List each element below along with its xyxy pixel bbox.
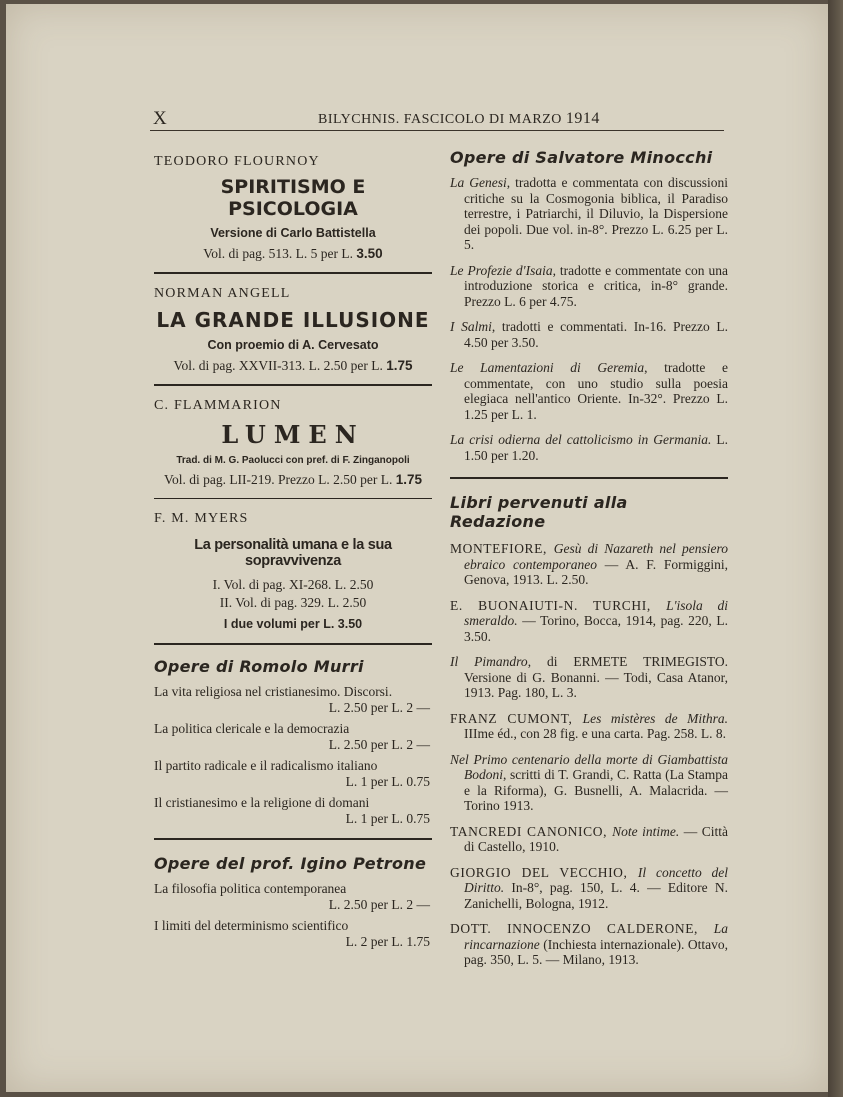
angell-title: LA GRANDE ILLUSIONE: [156, 308, 430, 332]
list-item: La politica clericale e la democrazia L. 2.50 per L. 2 —: [154, 721, 430, 752]
divider: [154, 498, 432, 499]
list-item: I Salmi, tradotti e commentati. In-16. Prezzo L. 4.50 per 3.50.: [450, 319, 729, 350]
list-item: Il Pimandro, di ERMETE TRIMEGISTO. Versione di G. Bonanni. — Todi, Casa Atanor, 1913. Pag. 180, L. 3.: [450, 654, 728, 700]
list-item: FRANZ CUMONT, Les mistères de Mithra. IIIme éd., con 28 fig. e una carta. Pag. 258. L. 8.: [450, 710, 728, 741]
list-item: La filosofia politica contemporanea L. 2.50 per L. 2 —: [154, 881, 430, 912]
murri-heading: Opere di Romolo Murri: [154, 657, 364, 676]
right-column: [450, 140, 728, 978]
list-item: Nel Primo centenario della morte di Giambattista Bodoni, scritti di T. Grandi, C. Ratta (La Stampa e la Riforma), G. Busnelli, A. Malacrida. — Torino 1913.: [450, 751, 728, 813]
minocchi-heading: Opere di Salvatore Minocchi: [450, 148, 713, 167]
list-item: I limiti del determinismo scientifico L. 2 per L. 1.75: [154, 918, 430, 949]
list-item: MONTEFIORE, Gesù di Nazareth nel pensiero ebraico contemporaneo — A. F. Formiggini, Genova, 1913. L. 2.50.: [450, 541, 729, 587]
list-item: GIORGIO DEL VECCHIO, Il concetto del Diritto. In-8°, pag. 150, L. 4. — Editore N. Zanichelli, Bologna, 1912.: [450, 864, 728, 911]
myers-title: La personalità umana e la sua sopravvivenza: [194, 537, 392, 569]
angell-author: NORMAN ANGELL: [154, 286, 291, 301]
flournoy-title: SPIRITISMO E PSICOLOGIA: [220, 176, 366, 220]
list-item: Il cristianesimo e la religione di domani L. 1 per L. 0.75: [154, 795, 430, 826]
murri-list: [154, 684, 432, 826]
angell-subtitle: Con proemio di A. Cervesato: [207, 338, 379, 352]
myers-line1: I. Vol. di pag. XI-268. L. 2.50: [212, 577, 374, 592]
flammarion-author: C. FLAMMARION: [154, 398, 282, 413]
divider: [154, 838, 432, 840]
angell-line: Vol. di pag. XXVII-313. L. 2.50 per L. 1.75: [173, 358, 413, 373]
minocchi-list: [450, 175, 728, 463]
flournoy-author: TEODORO FLOURNOY: [154, 154, 320, 169]
running-title: BILYCHNIS. FASCICOLO DI MARZO 1914: [318, 110, 600, 127]
divider: [154, 384, 432, 386]
list-item: Le Profezie d'Isaia, tradotte e commentate con una introduzione storica e critica, in-8° grande. Prezzo L. 6 per 4.75.: [450, 262, 728, 309]
list-item: Le Lamentazioni di Geremia, tradotte e commentate, con uno studio sulla poesia elegiaca nell'antico Oriente. In-32°. Prezzo L. 1.25 per L. 1.: [450, 360, 728, 422]
flammarion-title: LUMEN: [221, 420, 365, 449]
libri-heading: Libri pervenuti alla Redazione: [450, 493, 628, 531]
left-column: [154, 140, 432, 955]
list-item: TANCREDI CANONICO, Note intime. — Città di Castello, 1910.: [450, 823, 728, 854]
list-item: La Genesi, tradotta e commentata con discussioni critiche su la Cosmogonia biblica, il Paradiso terrestre, i Patriarchi, il Diluvio, la Dispersione dei popoli. Due vol. in-8°. Prezzo L. 6.25 per L. 5.: [450, 175, 728, 252]
page-edge: [828, 0, 843, 1097]
list-item: DOTT. INNOCENZO CALDERONE, La rincarnazione (Inchiesta internazionale). Ottavo, pag. 350, L. 5. — Milano, 1913.: [450, 921, 728, 967]
list-item: E. BUONAIUTI-N. TURCHI, L'isola di smeraldo. — Torino, Bocca, 1914, pag. 220, L. 3.50.: [450, 597, 728, 644]
list-item: La crisi odierna del cattolicismo in Germania. L. 1.50 per 1.20.: [450, 432, 728, 463]
divider: [154, 643, 432, 645]
list-item: La vita religiosa nel cristianesimo. Discorsi. L. 2.50 per L. 2 —: [154, 684, 430, 715]
myers-line2: II. Vol. di pag. 329. L. 2.50: [219, 595, 367, 610]
flammarion-line: Vol. di pag. LII-219. Prezzo L. 2.50 per L. 1.75: [163, 472, 423, 487]
myers-author: F. M. MYERS: [154, 511, 249, 526]
flournoy-subtitle: Versione di Carlo Battistella: [210, 226, 376, 240]
petrone-heading: Opere del prof. Igino Petrone: [154, 854, 427, 873]
libri-list: [450, 541, 728, 968]
divider: [450, 477, 728, 479]
petrone-list: [154, 881, 432, 949]
list-item: Il partito radicale e il radicalismo italiano L. 1 per L. 0.75: [154, 758, 430, 789]
divider: [154, 272, 432, 274]
flammarion-subtitle: Trad. di M. G. Paolucci con pref. di F. Zinganopoli: [176, 455, 410, 466]
page-header: [150, 108, 724, 131]
running-year: 1914: [565, 110, 600, 127]
flournoy-line: Vol. di pag. 513. L. 5 per L. 3.50: [203, 246, 383, 261]
myers-offer: I due volumi per L. 3.50: [223, 617, 363, 631]
folio: X: [153, 108, 167, 129]
